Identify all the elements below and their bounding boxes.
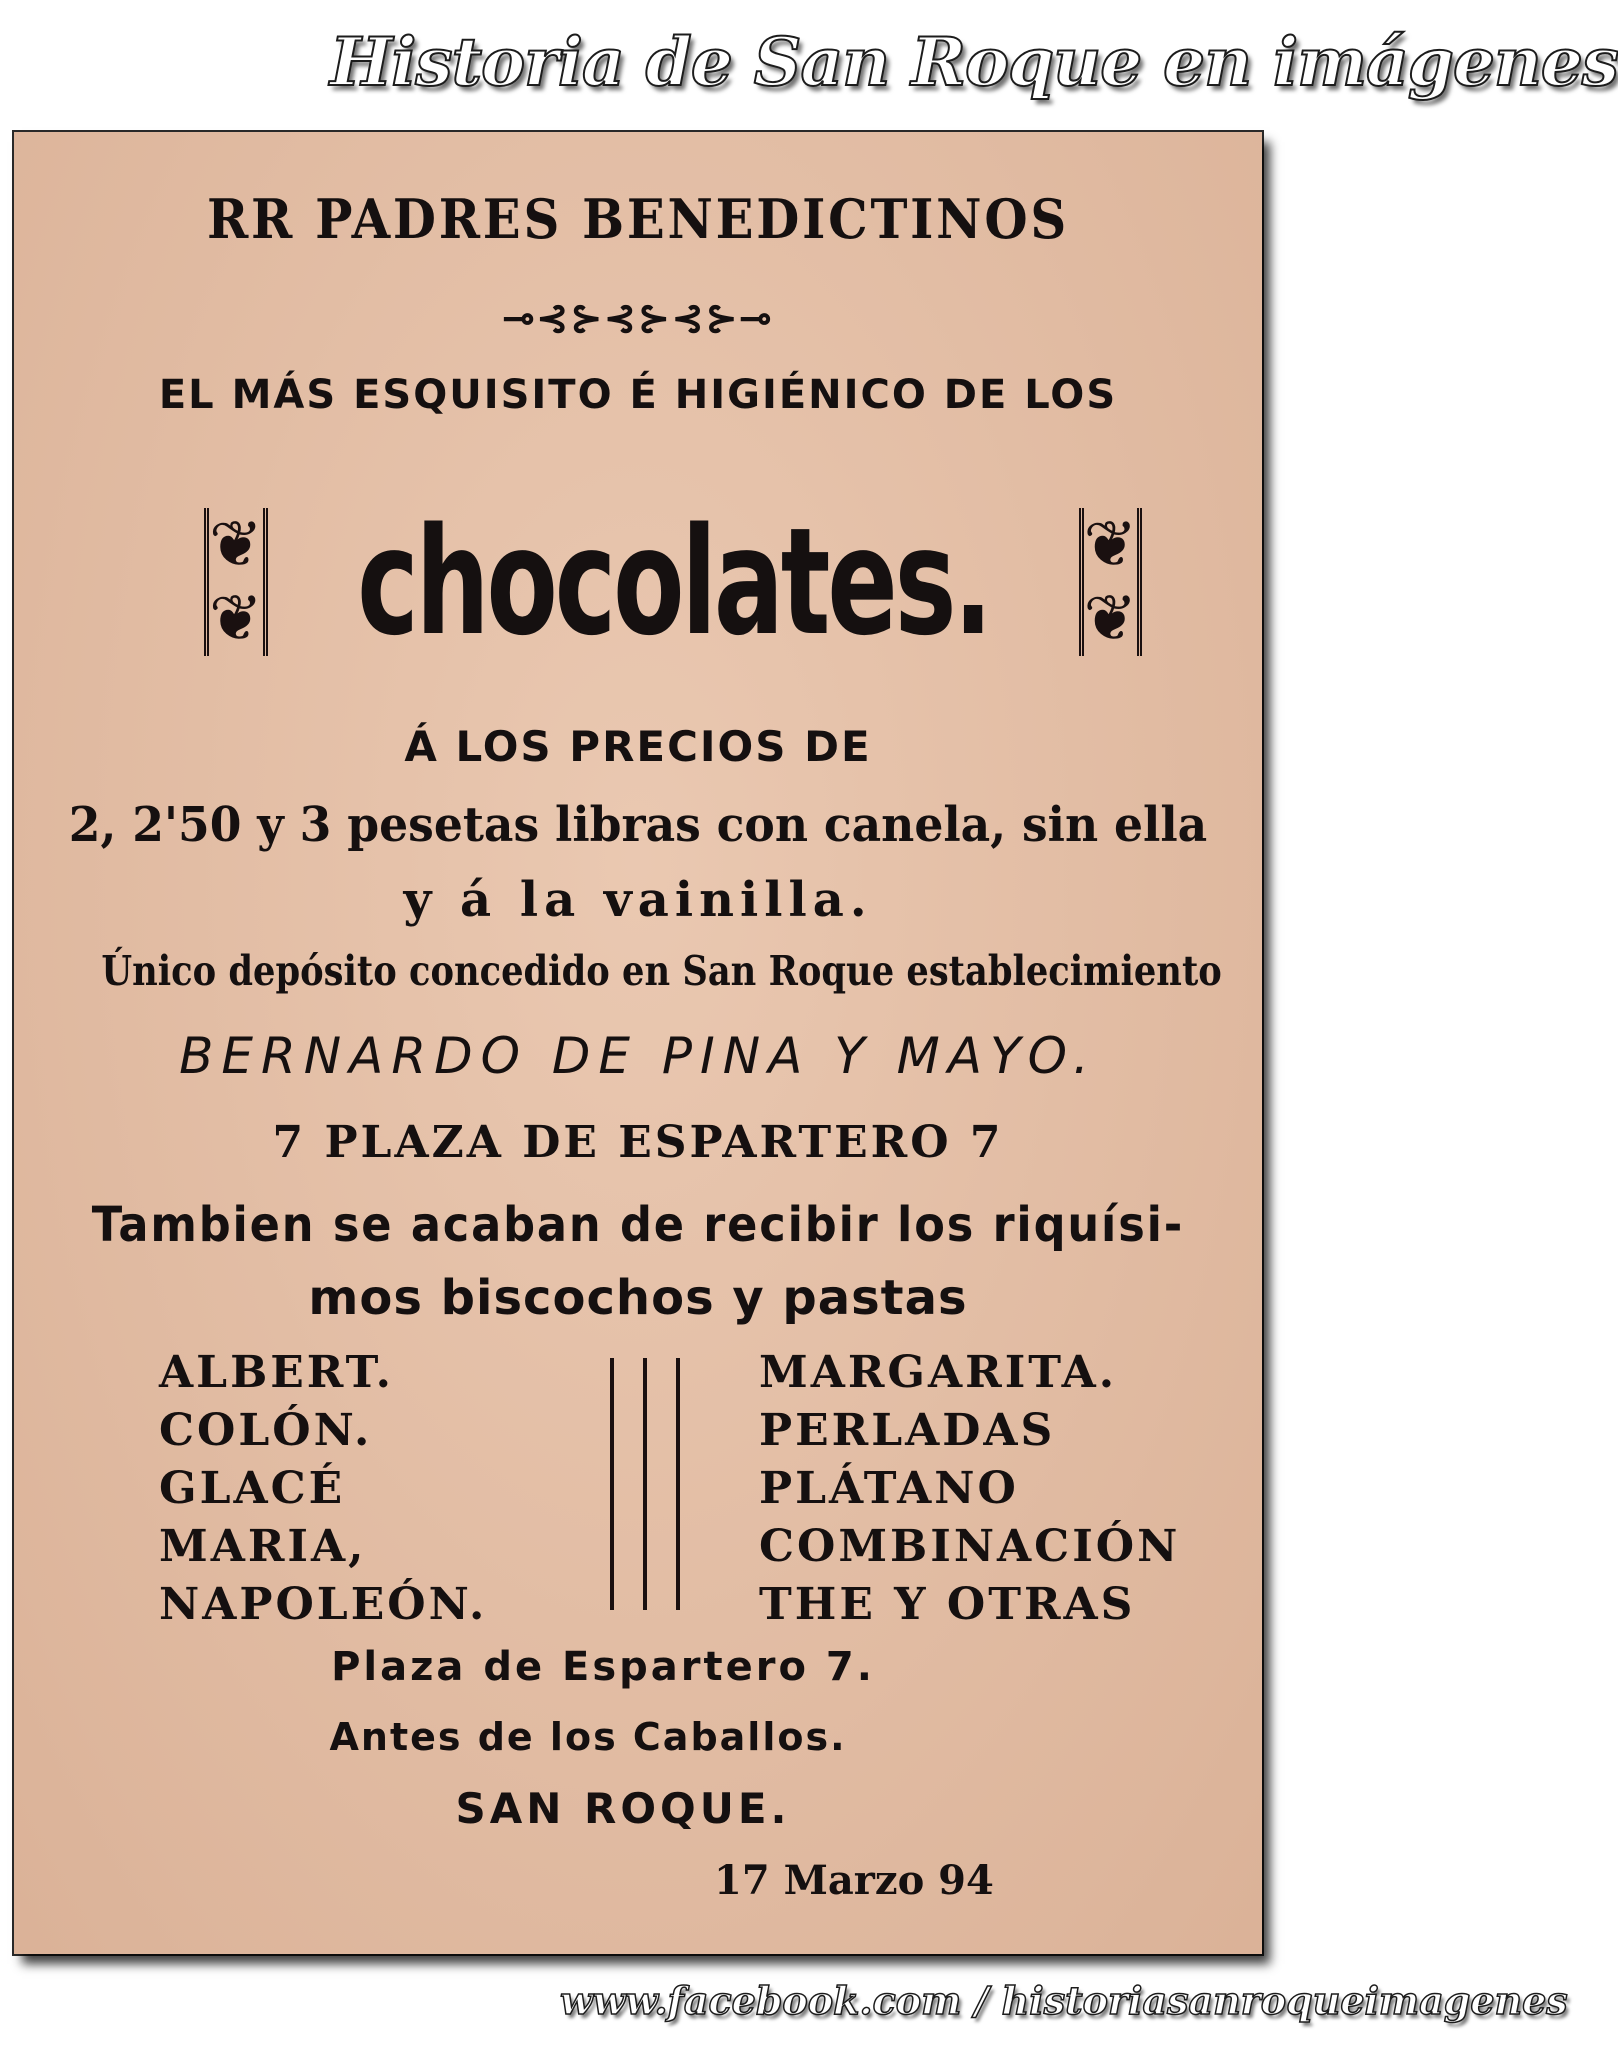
palmette-ornament-icon: ❦ ❦ [1079,508,1143,656]
prices-line-2: y á la vainilla. [403,872,873,928]
site-title: Historia de San Roque en imágenes [330,23,1618,101]
deposit-notice: Único depósito concedido en San Roque establecimiento [101,947,1222,995]
vertical-rule [610,1358,614,1610]
prices-intro: Á LOS PRECIOS DE [404,722,872,771]
footer-address-line-1: Plaza de Espartero 7. [331,1644,875,1690]
palmette-ornament-icon: ❦ ❦ [204,508,268,656]
newspaper-clipping [14,132,1262,1954]
establishment-name: BERNARDO DE PINA Y MAYO. [179,1027,1097,1085]
list-item: ALBERT. [159,1347,394,1398]
list-item: NAPOLEÓN. [159,1579,488,1630]
column-divider-rules [610,1358,680,1610]
establishment-address: 7 PLAZA DE ESPARTERO 7 [272,1117,1004,1168]
ornamental-divider: ⊸⊰⊱⊰⊱⊰⊱⊸ [502,295,774,340]
list-item: THE Y OTRAS [759,1579,1136,1630]
vertical-rule [676,1358,680,1610]
list-item: PLÁTANO [759,1463,1019,1514]
list-item: MARIA, [159,1521,367,1572]
footer-address-line-2: Antes de los Caballos. [329,1715,847,1759]
list-item: MARGARITA. [759,1347,1118,1398]
facebook-url: www.facebook.com / historiasanroqueimagenes [560,1978,1568,2023]
product-name: chocolates. [356,496,990,668]
list-item: GLACÉ [159,1463,346,1514]
list-item: COLÓN. [159,1405,373,1456]
biscuit-list-right [759,1344,1180,1634]
list-item: COMBINACIÓN [759,1521,1181,1572]
footer-town: SAN ROQUE. [455,1784,791,1833]
ad-heading: RR PADRES BENEDICTINOS [206,187,1070,251]
also-received-line-1: Tambien se acaban de recibir los riquísi- [91,1197,1185,1253]
list-item: PERLADAS [759,1405,1056,1456]
product-banner [204,496,1138,668]
also-received-line-2: mos biscochos y pastas [308,1270,968,1326]
biscuit-list-left [159,1344,487,1634]
prices-line-1: 2, 2'50 y 3 pesetas libras con canela, sin ella [68,797,1208,853]
vertical-rule [643,1358,647,1610]
ad-subheading: EL MÁS ESQUISITO É HIGIÉNICO DE LOS [158,372,1118,418]
ad-date: 17 Marzo 94 [714,1857,994,1904]
